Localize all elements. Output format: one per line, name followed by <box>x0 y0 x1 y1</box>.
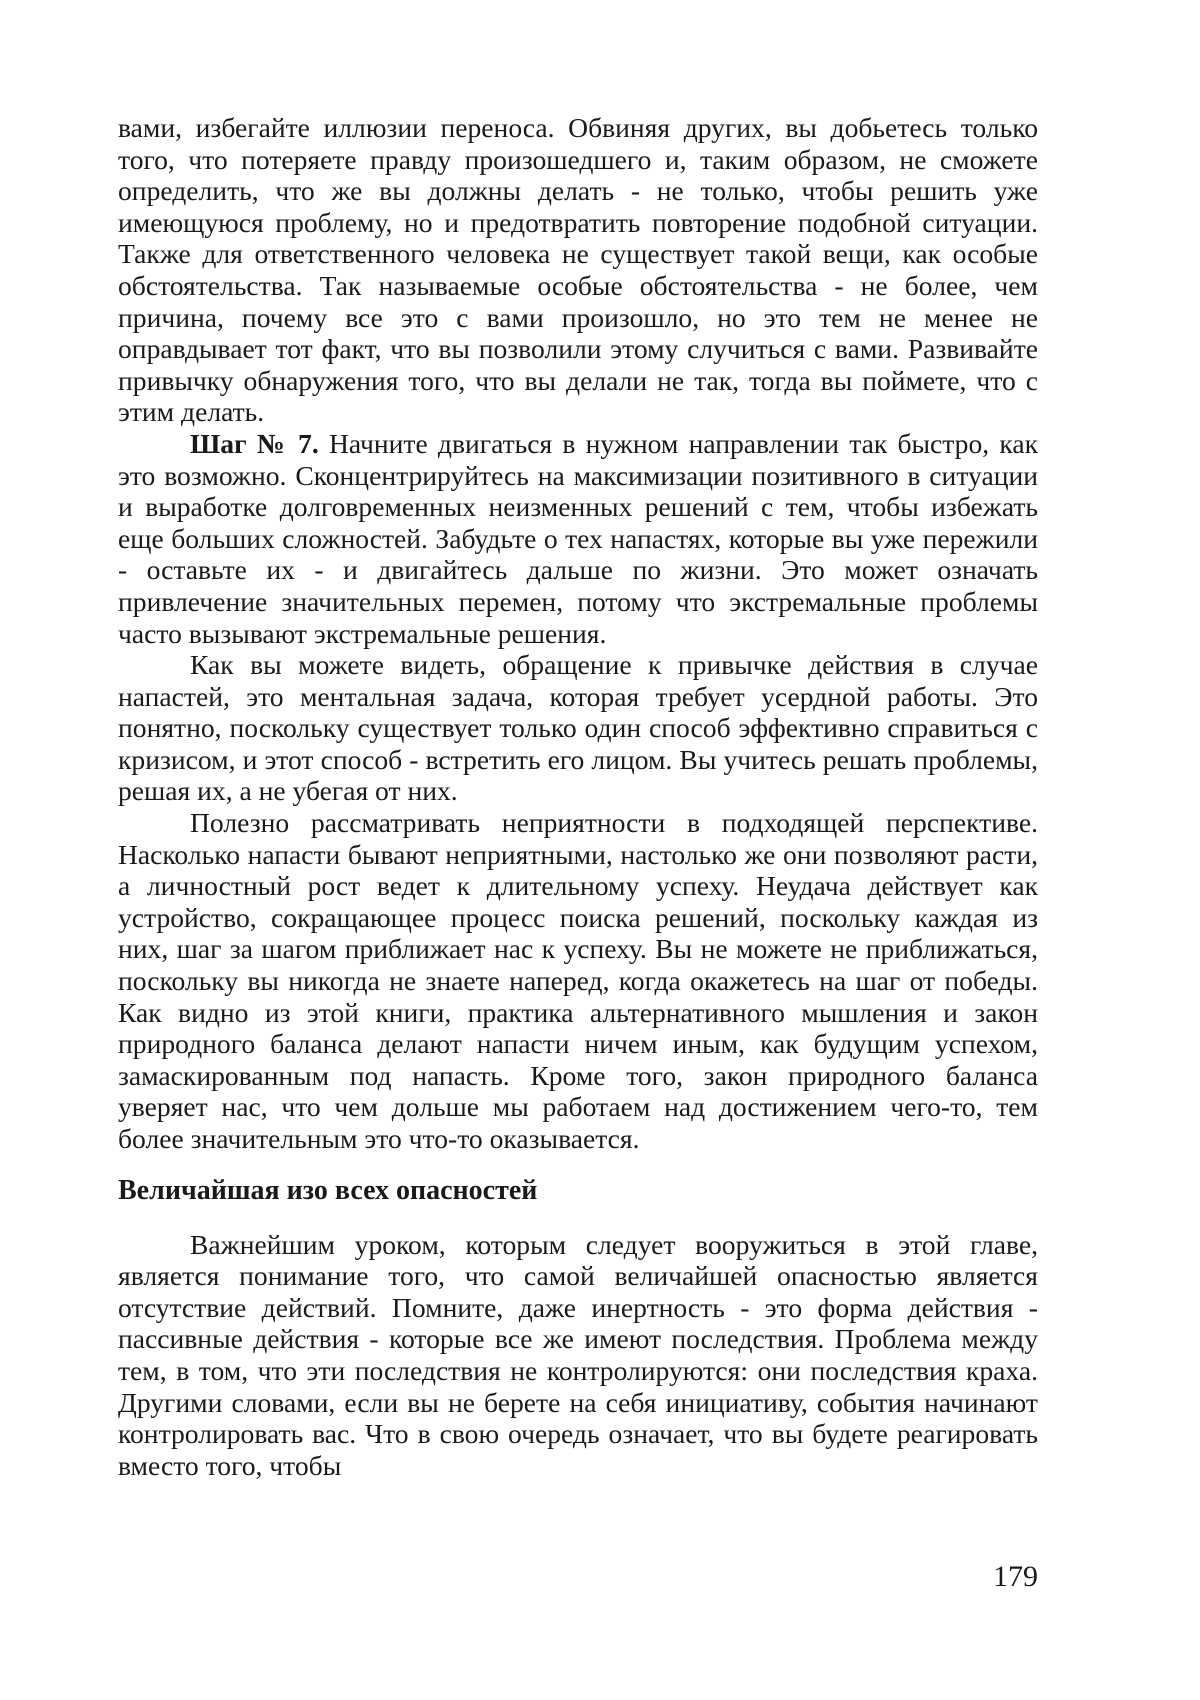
paragraph: Важнейшим уроком, которым следует вооружиться в этой главе, является понимание того, что самой величайшей опасностью является отсутствие действий. Помните, даже инертность - это форма действия - пассивные действия - которые все же имеют последствия. Проблема между тем, в том, что эти последствия не контролируются: они последствия краха. Другими словами, если вы не берете на себя инициативу, события начинают контролировать вас. Что в свою очередь означает, что вы будете реагировать вместо того, чтобы <box>118 1228 1038 1481</box>
page-number: 179 <box>993 1560 1038 1593</box>
paragraph: Полезно рассматривать неприятности в подходящей перспективе. Насколько напасти бывают неприятными, настолько же они позволяют расти, а личностный рост ведет к длительному успеху. Неудача действует как устройство, сокращающее процесс поиска решений, поскольку каждая из них, шаг за шагом приближает нас к успеху. Вы не можете не приближаться, поскольку вы никогда не знаете наперед, когда окажетесь на шаг от победы. Как видно из этой книги, практика альтернативного мышления и закон природного баланса делают напасти ничем иным, как будущим успехом, замаскированным под напасть. Кроме того, закон природного баланса уверяет нас, что чем дольше мы работаем над достижением чего-то, тем более значительным это что-то оказывается. <box>118 807 1038 1154</box>
section-heading: Величайшая изо всех опасностей <box>118 1174 538 1206</box>
paragraph: Как вы можете видеть, обращение к привычке действия в случае напастей, это ментальная задача, которая требует усердной работы. Это понятно, поскольку существует только один способ эффективно справиться с кризисом, и этот способ - встретить его лицом. Вы учитесь решать проблемы, решая их, а не убегая от них. <box>118 649 1038 807</box>
book-page <box>118 112 1038 1672</box>
step-text: Начните двигаться в нужном направлении так быстро, как это возможно. Сконцентрируйтесь на максимизации позитивного в ситуации и выработке долговременных неизменных решений с тем, чтобы избежать еще больших сложностей. Забудьте о тех напастях, которые вы уже пережили - оставьте их - и двигайтесь дальше по жизни. Это может означать привлечение значительных перемен, потому что экстремальные проблемы часто вызывают экстремальные решения. <box>118 427 1039 649</box>
body-text <box>118 112 1038 1481</box>
paragraph-continuation: вами, избегайте иллюзии переноса. Обвиняя других, вы добьетесь только того, что потеряете правду произошедшего и, таким образом, не сможете определить, что же вы должны делать - не только, чтобы решить уже имеющуюся проблему, но и предотвратить повторение подобной ситуации. Также для ответственного человека не существует такой вещи, как особые обстоятельства. Так называемые особые обстоятельства - не более, чем причина, почему все это с вами произошло, но это тем не менее не оправдывает тот факт, что вы позволили этому случиться с вами. Развивайте привычку обнаружения того, что вы делали не так, тогда вы поймете, что с этим делать. <box>118 112 1038 428</box>
paragraph-step-7 <box>118 428 1038 649</box>
step-label: Шаг № 7. <box>190 427 319 459</box>
